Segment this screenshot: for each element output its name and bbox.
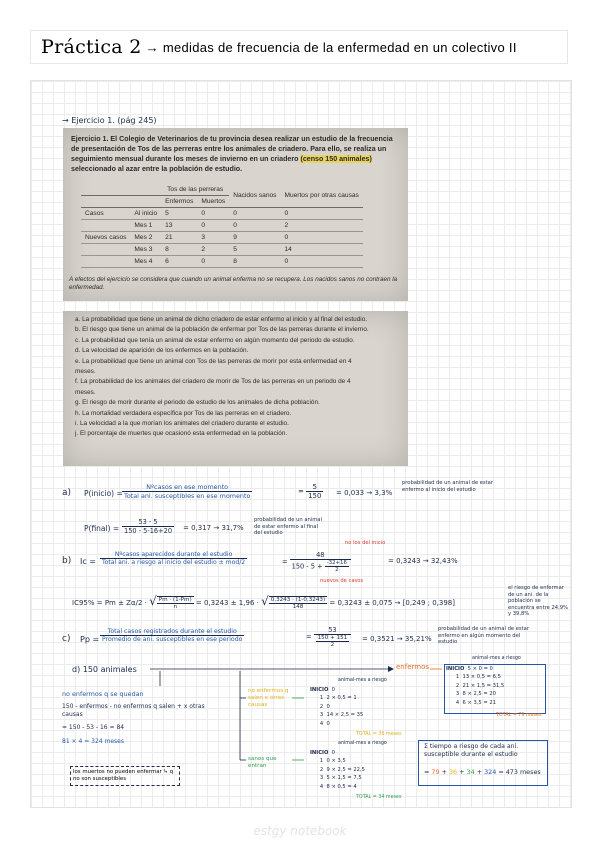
part-a-pfinal: P(final) =: [84, 524, 120, 533]
title-big: Práctica 2: [41, 36, 142, 58]
problem-text: Ejercicio 1. El Colegio de Veterinarios de tu provincia desea realizar un estudio de la frecuencia de presentación de Tos de las perreras entre los animales de criadero. Para ello, se realiza un seguimiento mensual durante los meses de invierno en un criadero (censo 150 animales) seleccionado al azar entre la población de estudio.: [71, 135, 393, 173]
part-d-calc2: 81 × 4 = 324 meses: [62, 738, 124, 745]
table-row: Mes 1 13 0 0 2: [81, 220, 363, 232]
part-a-result: = 0,033 → 3,3%: [336, 489, 393, 497]
table-row: Mes 3 8 2 5 14: [81, 244, 363, 256]
list-item: e. La probabilidad que tiene un animal con Tos de las perreras de morir por esta enfermedad en 4: [75, 357, 352, 365]
list-item: g. El riesgo de morir durante el periodo de estudio de los animales de dicha población.: [75, 399, 320, 407]
list-item: meses.: [75, 388, 96, 396]
part-a-final-fraction: $\frac{53 - 5}{150 - 5-16+20}$: [124, 518, 173, 535]
part-a-fraction: $\frac{\text{Nºcasos en ese momento}}{\text{Total ani. susceptibles en ese momento}}$: [124, 483, 251, 500]
right-table: INICIO 5 × 0 = 0 1 13 × 0,5 = 6,5 2 21 × 1,5 = 31,5 3 8 × 2,5 = 20 4 6 × 3,5 = 21: [446, 666, 505, 706]
part-b-ic: Ic =: [80, 557, 97, 566]
mid-table: INICIO 0 1 2 × 0,5 = 1 2 0 3 14 × 2,5 = 35 4 0: [310, 687, 364, 727]
list-item: c. La probabilidad que tenía un animal de estar enfermo en algún momento del periodo de estudio.: [75, 336, 355, 344]
part-a-final-note: probabilidad de un animal de estar enfermo al final del estudio: [254, 517, 322, 536]
part-b-note-bottom: nuevos de casos: [320, 578, 364, 584]
exercise-heading: → Ejercicio 1. (pág 245): [62, 116, 157, 125]
part-d-formula: 150 - enfermos - no enfermos q salen + x otras causas: [62, 703, 205, 718]
right-table-header: animal-mes a riesgo: [472, 656, 521, 661]
part-d-label: d) 150 animales: [72, 665, 137, 674]
low-table-header: animal-mes a riesgo: [338, 741, 387, 746]
part-a-pinicio: P(inicio) =: [84, 489, 123, 498]
list-item: j. El porcentaje de muertes que ocasionó esta enfermedad en la población.: [75, 430, 288, 438]
part-d-enfermos: enfermos: [396, 663, 430, 671]
part-a-label: a): [62, 488, 72, 498]
table-row: Casos Al inicio 5 0 0 0: [81, 208, 363, 220]
table-row: Nuevos casos Mes 2 21 3 9 0: [81, 232, 363, 244]
part-b-values: = 48 150 - 5 + $\frac{-32+16}{2}$: [282, 551, 351, 573]
part-c-note: probabilidad de un animal de estar enfermo en algún momento del estudio: [438, 626, 529, 645]
part-d-salen: no enfermos q salen x otras causas: [248, 688, 289, 708]
highlight-censo: (censo 150 animales): [300, 155, 372, 163]
part-a-values: = $\frac{5}{150}$: [298, 483, 322, 500]
list-item: h. La mortalidad verdadera específica por Tos de las perreras en el criadero.: [75, 409, 292, 417]
title-rest: → medidas de frecuencia de la enfermedad en un colectivo II: [145, 39, 517, 55]
part-c-result: = 0,3521 → 35,21%: [362, 635, 432, 643]
part-a-note: probabilidad de un animal de estar enfermo al inicio del estudio: [402, 480, 493, 493]
list-item: meses.: [75, 368, 96, 376]
table-row: Mes 4 6 0 8 0: [81, 256, 363, 268]
list-item: a. La probabilidad que tiene un animal de dicho criadero de estar enfermo al inicio y al final del estudio.: [75, 316, 368, 323]
part-d-calc1: = 150 - 53 - 16 = 84: [62, 724, 125, 731]
watermark: estgy notebook: [253, 824, 347, 838]
part-c-pp: Pp =: [80, 635, 100, 644]
list-item: d. La velocidad de aparición de los enfermos en la población.: [75, 347, 249, 355]
part-a-final-result: = 0,317 → 31,7%: [183, 524, 244, 532]
part-b-fraction: $\frac{\text{Nºcasos aparecidos durante el estudio}}{\text{Total ani. a riesgo al inicio del estudio ± mod/2}}$: [102, 551, 246, 566]
part-d-no-enfermos: no enfermos q se quedan: [62, 690, 144, 698]
part-d-dashed-note: los muertos no pueden enfermar ↳ q no son susceptibles: [70, 766, 180, 786]
list-item: b. El riesgo que tiene un animal de la población de enfermar por Tos de las perreras durante el invierno.: [75, 326, 369, 334]
low-total: TOTAL = 34 meses: [356, 795, 402, 800]
list-item: i. La velocidad a la que morían los animales del criadero durante el estudio.: [75, 420, 289, 428]
part-b-ic95-note: el riesgo de enfermar de un ani. de la población se encuentra entre 24,9% y 39,8%: [508, 585, 568, 617]
data-table: Tos de las perreras Nacidos sanos Muertos por otras causas Enfermos Muertos Casos Al inicio 5 0 0 0 Mes 1 13 0 0 2 Nuevos casos Mes 2 21 3 9 0 Mes 3 8 2 5 14 Mes 4 6 0 8 0: [81, 184, 363, 268]
list-item: f. La probabilidad de los animales del criadero de morir de Tos de las perreras en un periodo de 4: [75, 378, 351, 386]
mid-total: TOTAL = 36 meses: [356, 732, 402, 737]
part-b-result: = 0,3243 → 32,43%: [388, 557, 458, 565]
part-c-values: = $\frac{53}{\frac{150 + 151}{2}}$: [306, 626, 351, 648]
part-b-label: b): [62, 556, 72, 566]
sum-title: Σ tiempo a riesgo de cada ani. susceptible durante el estudio: [424, 743, 519, 758]
part-b-ic95: IC95% = Pm ± Zα/2 · √ $\frac{Pm \cdot (1-Pm)}{n}$ = 0,3243 ± 1,96 · √ $\frac{0,3243 \cdot (1-0,3243)}{148}$ = 0,3243 ± 0,075 → [0,249 ; 0,398]: [72, 594, 455, 610]
problem-footnote: A efectos del ejercicio se considera que cuando un animal enferma no se recupera. Los nacidos sanos no contraen la enfermedad.: [69, 276, 398, 291]
part-c-fraction: $\frac{\text{Total casos registrados durante el estudio}}{\text{Promedio de ani. susceptibles en ese periodo}}$: [102, 628, 243, 643]
part-c-label: c): [62, 634, 71, 644]
mid-table-header: animal-mes a riesgo: [338, 678, 387, 683]
part-b-note-top: no los del inicio: [345, 540, 386, 546]
right-total: TOTAL = 79 meses: [496, 713, 542, 718]
sum-expression: = 79 + 36 + 34 + 324 = 473 meses: [424, 768, 541, 776]
low-table: INICIO 0 1 0 × 3,5 2 9 × 2,5 = 22,5 3 5 × 1,5 = 7,5 4 8 × 0,5 = 4: [310, 750, 365, 790]
part-d-sanos: sanos que entran: [248, 756, 277, 769]
